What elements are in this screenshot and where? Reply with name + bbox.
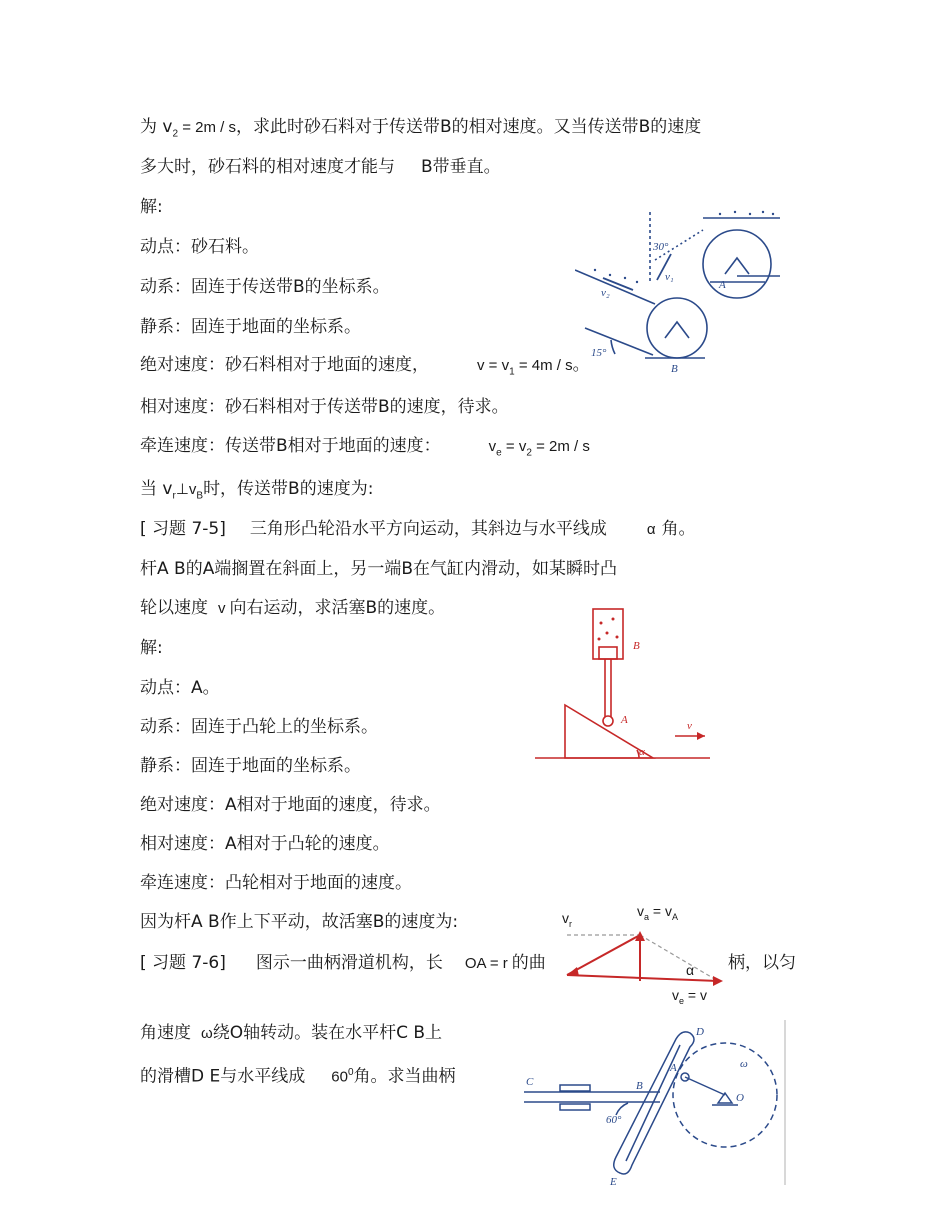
sand-particle <box>636 281 638 283</box>
pulley-A <box>703 230 771 298</box>
conveyor-figure <box>572 200 785 380</box>
text: 绕O轴转动。装在水平杆C B上 <box>212 1023 443 1043</box>
subscript: r <box>569 918 572 929</box>
ve-vector <box>567 975 718 981</box>
text: 角。求当曲柄 <box>353 1066 456 1087</box>
text-line <box>140 116 701 145</box>
gas-dot <box>606 632 609 635</box>
label-A: A <box>719 279 726 291</box>
text: v <box>672 987 679 1003</box>
formula: v <box>218 600 226 617</box>
ve-arrowhead <box>713 976 723 986</box>
text-line: 牵连速度：凸轮相对于地面的速度。 <box>140 873 412 893</box>
text-line: 静系：固连于地面的坐标系。 <box>140 756 361 776</box>
sand-particle <box>624 277 626 279</box>
formula: = v <box>501 438 527 455</box>
label-vr <box>562 910 572 929</box>
formula: 60 <box>331 1068 348 1086</box>
subscript: r <box>172 490 176 502</box>
label-v: v <box>687 720 692 732</box>
angle-15 <box>611 340 615 354</box>
label-va <box>637 903 678 922</box>
formula: α <box>646 521 656 538</box>
guide-top <box>560 1085 590 1091</box>
label-A: A <box>670 1062 677 1074</box>
text-line <box>140 435 590 464</box>
label-v1: v₁ <box>665 271 674 283</box>
text-line: 动点：砂石料。 <box>140 237 259 257</box>
sand-particle <box>719 213 721 215</box>
label-B: B <box>633 640 640 652</box>
label-alpha: α <box>686 962 695 978</box>
text: 多大时，砂石料的相对速度才能与 <box>140 157 395 177</box>
label-A: A <box>621 714 628 726</box>
text: 为 v <box>140 117 173 137</box>
text: = v <box>649 903 672 919</box>
text-line: 相对速度：A相对于凸轮的速度。 <box>140 834 390 854</box>
formula: = 2m / s <box>178 119 236 136</box>
support-A <box>725 258 749 274</box>
text: 角速度 <box>140 1023 191 1043</box>
problem-heading <box>140 952 546 975</box>
subscript: 2 <box>172 128 179 140</box>
label-alpha: α <box>639 746 645 758</box>
piston <box>599 647 617 659</box>
subscript: 1 <box>509 366 515 378</box>
formula: = 4m / s <box>514 357 573 374</box>
sand-particle <box>609 274 611 276</box>
label-B: B <box>671 363 678 375</box>
crank-OA <box>685 1077 725 1095</box>
text: 角。 <box>661 519 696 539</box>
subscript: a <box>644 911 650 922</box>
crank-slide-figure <box>520 1015 790 1190</box>
label-30deg: 30° <box>653 241 669 253</box>
text: 的曲 <box>511 953 546 973</box>
sand-particle <box>594 269 596 271</box>
text-line: 动系：固连于传送带B的坐标系。 <box>140 277 390 297</box>
problem-number: [ 习题 7-6] <box>140 953 226 973</box>
subscript: B <box>196 490 204 502</box>
label-60deg: 60° <box>606 1114 622 1126</box>
text-line: 静系：固连于地面的坐标系。 <box>140 317 361 337</box>
support-B <box>665 322 689 338</box>
sand-particle <box>772 213 774 215</box>
formula: v <box>488 438 497 455</box>
label-C: C <box>526 1076 534 1088</box>
text: 向右运动，求活塞B的速度。 <box>229 598 446 618</box>
formula: = 2m / s <box>531 438 590 455</box>
label-B: B <box>636 1080 643 1092</box>
label-O: O <box>736 1092 744 1104</box>
problem-heading <box>140 518 696 541</box>
text: v <box>637 903 644 919</box>
text: 图示一曲柄滑道机构，长 <box>255 953 443 973</box>
gas-dot <box>600 622 603 625</box>
text-line <box>140 1022 442 1045</box>
text-line <box>140 354 590 383</box>
superscript: 0 <box>347 1067 354 1078</box>
formula: ω <box>201 1025 213 1042</box>
guide-bottom <box>560 1104 590 1110</box>
solution-label: 解: <box>140 197 163 217</box>
label-v2: v₂ <box>601 287 610 299</box>
roller-A <box>603 716 613 726</box>
text-line: 动点：A。 <box>140 678 220 698</box>
gas-dot <box>598 638 601 641</box>
label-ve <box>672 987 707 1006</box>
text: 的滑槽D E与水平线成 <box>140 1066 306 1087</box>
velocity-triangle <box>555 925 735 990</box>
text: v <box>562 910 569 926</box>
sand-particle <box>749 213 751 215</box>
label-15deg: 15° <box>591 347 607 359</box>
text-line <box>140 1062 456 1089</box>
subscript: e <box>679 995 685 1006</box>
problem-number: [ 习题 7-5] <box>140 519 226 539</box>
formula: v = v <box>477 357 510 374</box>
v-arrowhead <box>697 732 705 740</box>
text-line: 因为杆A B作上下平动，故活塞B的速度为: <box>140 912 459 932</box>
solution-label: 解: <box>140 638 163 658</box>
label-E: E <box>610 1176 617 1188</box>
subscript: A <box>671 911 678 922</box>
label-omega: ω <box>740 1058 748 1070</box>
text: ，求此时砂石料对于传送带B的相对速度。又当传送带B的速度 <box>235 117 702 137</box>
sand-particle <box>734 211 736 213</box>
slot-DE <box>614 1032 694 1174</box>
formula: ⊥v <box>175 481 197 498</box>
subscript: 2 <box>526 447 532 459</box>
formula: OA = r <box>464 955 508 972</box>
pulley-B <box>647 298 707 358</box>
text-line: 动系：固连于凸轮上的坐标系。 <box>140 717 378 737</box>
text-line: 相对速度：砂石料相对于传送带B的速度，待求。 <box>140 397 509 417</box>
text: = v <box>684 987 707 1003</box>
vr-vector <box>567 935 640 975</box>
text: 当 v <box>140 479 173 499</box>
text: 时，传送带B的速度为: <box>203 479 374 499</box>
dashed-line <box>640 935 718 981</box>
text: B带垂直。 <box>421 157 501 177</box>
gas-dot <box>616 636 619 639</box>
text-line <box>140 478 373 507</box>
belt-B-top <box>575 270 655 304</box>
subscript: e <box>496 447 502 459</box>
text: 轮以速度 <box>140 598 208 618</box>
label-D: D <box>696 1026 704 1038</box>
vr-arrowhead <box>567 967 579 976</box>
text-line <box>140 156 501 178</box>
text-line <box>140 597 445 620</box>
text: 绝对速度：砂石料相对于地面的速度， <box>140 355 429 375</box>
text-line: 杆A B的A端搁置在斜面上，另一端B在气缸内滑动，如某瞬时凸 <box>140 559 617 579</box>
sand-particle <box>762 211 764 213</box>
text: 三角形凸轮沿水平方向运动，其斜边与水平线成 <box>249 519 607 539</box>
cam-figure <box>535 605 715 775</box>
text: 。 <box>572 355 590 375</box>
text-line: 柄，以匀 <box>728 953 796 973</box>
gas-dot <box>612 618 615 621</box>
text-line: 绝对速度：A相对于地面的速度，待求。 <box>140 795 441 815</box>
text: 牵连速度：传送带B相对于地面的速度： <box>140 436 441 456</box>
